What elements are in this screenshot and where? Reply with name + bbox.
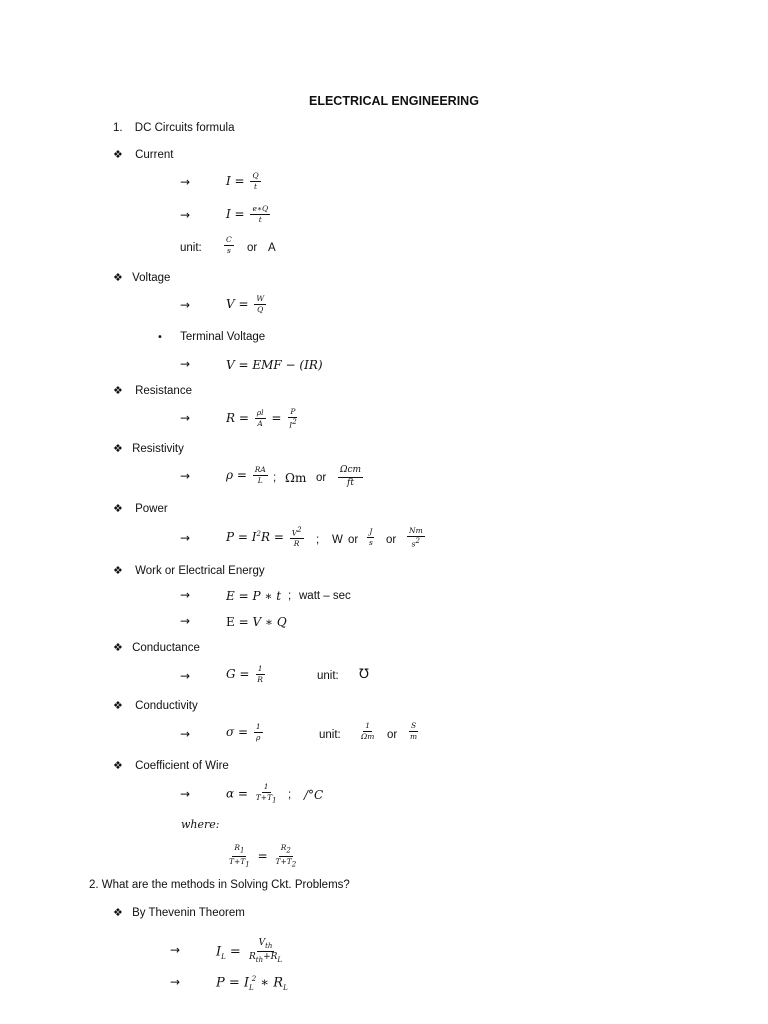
thevenin-formula-1: [216, 939, 286, 965]
denominator: [410, 537, 422, 548]
conductance-unit-symbol: ℧: [359, 667, 369, 682]
subscript: L: [283, 983, 288, 992]
fraction: [247, 939, 284, 965]
denominator: s: [369, 537, 373, 547]
denominator: [247, 952, 284, 964]
section-1-heading: [113, 122, 234, 134]
exponent: 2: [292, 417, 297, 426]
right-arrow-icon: →: [170, 943, 181, 957]
numerator: RA: [254, 465, 266, 474]
heading-text: Resistivity: [132, 443, 184, 455]
work-separator: ;: [288, 590, 292, 602]
resistivity-or: or: [316, 472, 327, 484]
equals-sign: =: [253, 848, 272, 863]
subscript: 1: [272, 796, 277, 805]
denominator: R: [257, 674, 263, 684]
heading-text: Conductance: [132, 642, 200, 654]
subscript: L: [221, 953, 226, 962]
resistivity-unit-1: [285, 471, 306, 485]
fraction: [254, 783, 279, 805]
diamond-bullet-icon: ❖: [113, 148, 123, 161]
conductivity-heading: [113, 699, 198, 712]
numerator: J: [369, 527, 373, 536]
resistivity-formula: [226, 466, 270, 485]
formula-lhs: R =: [226, 411, 253, 426]
conductivity-unit-1: [357, 722, 378, 741]
fraction: [273, 844, 298, 869]
denominator: m: [410, 731, 418, 741]
subscript: 1: [245, 860, 250, 869]
exponent: 2: [256, 530, 261, 539]
coefficient-unit: /°C: [304, 788, 324, 802]
resistivity-unit-2: [336, 466, 365, 489]
section-2-heading: 2. What are the methods in Solving Ckt. Problems?: [89, 879, 350, 891]
numerator: 1: [257, 664, 263, 673]
fraction: [250, 205, 270, 224]
numerator: S: [410, 721, 417, 730]
right-arrow-icon: →: [180, 469, 191, 483]
numerator: [279, 844, 293, 857]
voltage-formula-1: [226, 295, 268, 314]
right-arrow-icon: →: [170, 975, 181, 989]
numerator: e∗Q: [252, 204, 269, 213]
formula-lhs: I =: [226, 173, 249, 188]
right-arrow-icon: →: [180, 175, 191, 189]
current-heading: [113, 148, 173, 161]
coefficient-heading: [113, 759, 229, 772]
denominator: ρ: [256, 732, 261, 742]
thevenin-formula-2: [216, 975, 288, 992]
coefficient-relation: [225, 844, 300, 869]
current-unit-or: or: [247, 242, 258, 254]
diamond-bullet-icon: ❖: [113, 384, 123, 397]
base: V: [291, 528, 298, 538]
current-formula-2: [226, 205, 272, 224]
formula-lhs: ρ =: [226, 467, 251, 482]
right-arrow-icon: →: [180, 614, 191, 628]
fraction: [253, 466, 268, 485]
section-number: 1.: [113, 122, 123, 134]
work-heading: [113, 564, 265, 577]
diamond-bullet-icon: ❖: [113, 641, 123, 654]
fraction: [359, 722, 376, 741]
page-title: ELECTRICAL ENGINEERING: [309, 94, 479, 108]
subscript: th: [265, 941, 273, 950]
subscript: 2: [291, 860, 297, 869]
numerator: P: [290, 407, 296, 416]
exponent: 2: [251, 975, 257, 983]
right-arrow-icon: →: [180, 357, 191, 371]
terminal-voltage-item: [157, 331, 265, 343]
fraction: [224, 236, 234, 255]
base: +R: [263, 952, 278, 963]
where-label: where:: [181, 818, 220, 831]
right-arrow-icon: →: [180, 208, 191, 222]
resistance-heading: [113, 384, 192, 397]
power-separator: ;: [316, 534, 320, 546]
heading-text: Resistance: [135, 385, 192, 397]
fraction: [287, 408, 298, 429]
conductance-formula: [226, 665, 267, 684]
base: T+T: [229, 856, 246, 866]
numerator: [257, 939, 275, 952]
power-or-1: or: [348, 534, 359, 546]
formula-rhs: = V ∗ Q: [234, 615, 287, 629]
resistivity-heading: [113, 442, 184, 455]
exponent: 2: [297, 526, 302, 534]
formula-lhs: G =: [226, 666, 254, 681]
equals-sign: =: [225, 944, 245, 960]
conductivity-formula: [226, 723, 265, 742]
denominator: A: [257, 419, 263, 429]
heading-text: Work or Electrical Energy: [135, 565, 265, 577]
denominator: R: [293, 539, 300, 549]
power-unit-3: [405, 527, 427, 548]
formula-lhs: I =: [226, 206, 249, 221]
numerator: [232, 844, 246, 857]
numerator: 1: [255, 722, 261, 731]
voltage-heading: [113, 271, 170, 284]
diamond-bullet-icon: ❖: [113, 442, 123, 455]
section-label: DC Circuits formula: [134, 122, 235, 134]
subheading-text: Terminal Voltage: [180, 331, 266, 343]
right-arrow-icon: →: [180, 411, 191, 425]
power-heading: [113, 502, 168, 515]
power-unit-2: [365, 528, 377, 547]
denominator: [227, 857, 252, 869]
numerator: [290, 527, 304, 539]
numerator: C: [226, 235, 232, 244]
denominator: [287, 418, 298, 429]
heading-text: By Thevenin Theorem: [132, 907, 245, 919]
numerator: Q: [252, 171, 259, 180]
power-unit-1: W: [332, 534, 343, 546]
subscript: th: [255, 956, 264, 965]
numerator: ρl: [256, 408, 264, 418]
exponent: 2: [415, 536, 420, 545]
formula-lhs: σ =: [226, 724, 252, 739]
denominator: Q: [257, 304, 264, 314]
numerator: Ωcm: [338, 466, 363, 478]
formula-lhs-rest: R =: [260, 530, 288, 545]
fraction: [227, 844, 252, 869]
coefficient-separator: ;: [288, 789, 292, 801]
fraction: [408, 722, 419, 741]
diamond-bullet-icon: ❖: [113, 906, 123, 919]
equals-sign: =: [267, 411, 286, 426]
diamond-bullet-icon: ❖: [113, 271, 123, 284]
fraction: [290, 527, 304, 548]
conductance-unit-label: unit:: [317, 670, 339, 682]
fraction: [250, 172, 260, 191]
fraction: [407, 527, 425, 548]
conductance-heading: [113, 641, 200, 654]
right-arrow-icon: →: [180, 298, 191, 312]
denominator: ft: [347, 477, 354, 488]
denominator: s: [226, 245, 231, 255]
subscript: L: [277, 956, 283, 965]
base: R: [248, 952, 256, 963]
subscript: 2: [286, 846, 291, 855]
heading-text: Conductivity: [135, 700, 198, 712]
numerator: W: [256, 294, 265, 303]
right-arrow-icon: →: [180, 588, 191, 602]
denominator: [273, 857, 298, 869]
heading-text: Current: [135, 149, 174, 161]
fraction: [254, 295, 266, 314]
formula-lhs: I: [216, 944, 222, 960]
denominator: t: [258, 214, 262, 224]
heading-text: Voltage: [132, 272, 171, 284]
formula-lhs: P = I: [226, 530, 257, 545]
current-formula-1: [226, 172, 263, 191]
conductivity-unit-label: unit:: [319, 729, 341, 741]
base: T+T: [275, 856, 292, 866]
diamond-bullet-icon: ❖: [113, 759, 123, 772]
denominator: t: [254, 181, 258, 191]
unit-text: Ωm: [285, 471, 307, 485]
terminal-voltage-formula: V = EMF − (IR): [226, 358, 323, 372]
current-unit-label: unit:: [180, 242, 202, 254]
conductivity-or: or: [387, 729, 398, 741]
fraction: [255, 409, 266, 428]
conductivity-unit-2: [406, 722, 421, 741]
base: R: [234, 843, 240, 852]
fraction: [255, 665, 265, 684]
denominator: L: [257, 475, 263, 485]
dot-bullet-icon: •: [157, 332, 163, 343]
numerator: 1: [365, 721, 371, 730]
right-arrow-icon: →: [180, 669, 191, 683]
base: I: [289, 420, 293, 430]
heading-text: Coefficient of Wire: [135, 760, 229, 772]
resistivity-separator: ;: [273, 472, 277, 484]
work-unit: watt – sec: [299, 590, 351, 602]
numerator: Nm: [409, 526, 423, 535]
formula-lhs: E: [226, 615, 235, 629]
formula-rhs: ∗ R: [256, 975, 284, 991]
numerator: 1: [263, 782, 269, 791]
denominator: [254, 793, 279, 805]
diamond-bullet-icon: ❖: [113, 564, 123, 577]
base: R: [280, 843, 287, 852]
formula-lhs: V =: [226, 296, 253, 311]
current-unit-fraction: [222, 236, 236, 255]
diamond-bullet-icon: ❖: [113, 502, 123, 515]
coefficient-formula: [226, 783, 281, 805]
base: V: [258, 938, 266, 948]
subscript: L: [249, 983, 254, 992]
base: T+T: [255, 792, 273, 802]
right-arrow-icon: →: [180, 531, 191, 545]
resistance-formula: [226, 408, 301, 429]
power-or-2: or: [386, 534, 397, 546]
formula-lhs: α =: [226, 786, 252, 801]
thevenin-heading: [113, 906, 245, 919]
base: s: [411, 539, 416, 549]
work-formula-1: E = P ∗ t: [226, 589, 282, 603]
formula-lhs: P = I: [216, 975, 250, 991]
right-arrow-icon: →: [180, 727, 191, 741]
power-formula: [226, 527, 306, 548]
fraction: [338, 466, 363, 489]
denominator: Ωm: [361, 731, 375, 741]
diamond-bullet-icon: ❖: [113, 699, 123, 712]
fraction: [367, 528, 375, 547]
right-arrow-icon: →: [180, 787, 191, 801]
work-formula-2: [226, 615, 287, 629]
heading-text: Power: [135, 503, 168, 515]
fraction: [254, 723, 263, 742]
current-unit-alt: A: [268, 242, 276, 254]
subscript: 1: [239, 846, 245, 855]
